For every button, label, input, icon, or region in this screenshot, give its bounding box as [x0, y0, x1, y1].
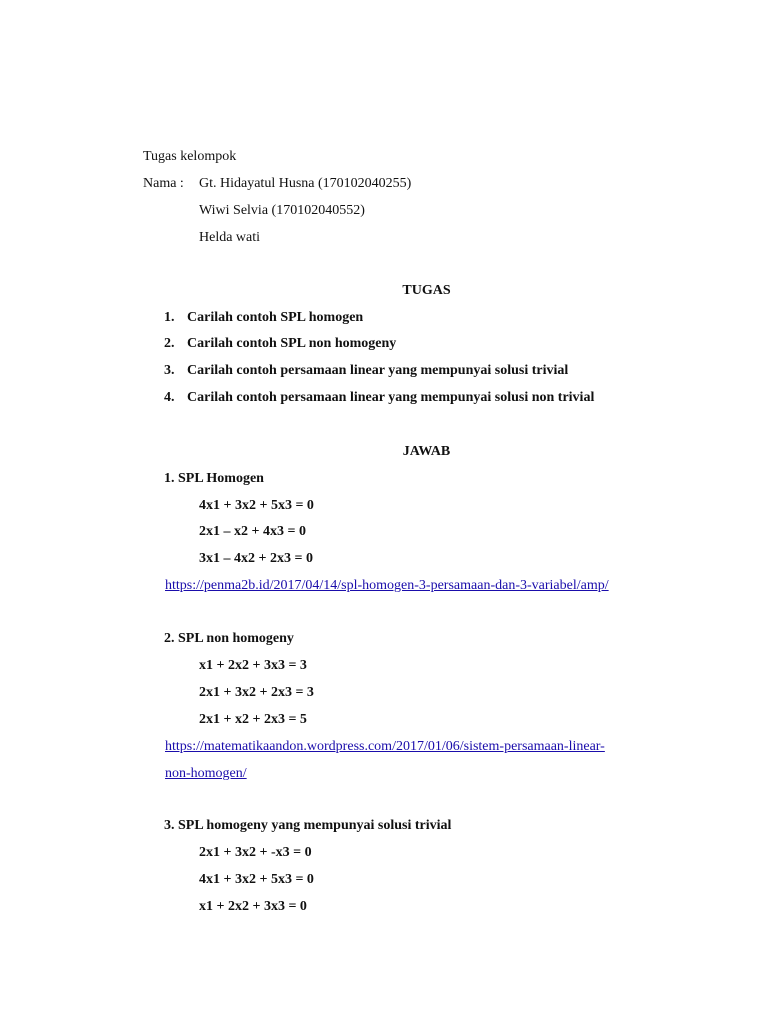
section-title: 2. SPL non homogeny	[164, 631, 294, 646]
equation: 2x1 – x2 + 4x3 = 0	[199, 524, 306, 539]
task-number: 3.	[164, 363, 175, 378]
equation: 2x1 + 3x2 + 2x3 = 3	[199, 685, 314, 700]
equation: 4x1 + 3x2 + 5x3 = 0	[199, 498, 314, 513]
task-text: Carilah contoh SPL homogen	[187, 310, 364, 325]
task-item	[164, 309, 363, 327]
equation: 3x1 – 4x2 + 2x3 = 0	[199, 551, 313, 566]
task-number: 4.	[164, 390, 175, 405]
equation: 2x1 + x2 + 2x3 = 5	[199, 712, 307, 727]
reference-link[interactable]: https://matematikaandon.wordpress.com/2017/01/06/sistem-persamaan-linear-	[165, 739, 605, 754]
reference-link[interactable]: https://penma2b.id/2017/04/14/spl-homogen-3-persamaan-dan-3-variabel/amp/	[165, 578, 609, 593]
section-title: 1. SPL Homogen	[164, 471, 264, 486]
document-title: Tugas kelompok	[143, 149, 237, 164]
member-name: Wiwi Selvia (170102040552)	[199, 203, 365, 218]
task-number: 1.	[164, 310, 175, 325]
equation: x1 + 2x2 + 3x3 = 0	[199, 899, 307, 914]
task-text: Carilah contoh persamaan linear yang mempunyai solusi non trivial	[187, 390, 595, 405]
equation: 2x1 + 3x2 + -x3 = 0	[199, 845, 312, 860]
task-number: 2.	[164, 336, 175, 351]
reference-link[interactable]: non-homogen/	[165, 766, 247, 781]
task-text: Carilah contoh persamaan linear yang mempunyai solusi trivial	[187, 363, 569, 378]
task-item	[164, 362, 568, 380]
name-label: Nama :	[143, 176, 184, 191]
section-title: 3. SPL homogeny yang mempunyai solusi trivial	[164, 818, 452, 833]
task-item	[164, 335, 396, 353]
member-name: Gt. Hidayatul Husna (170102040255)	[199, 176, 412, 191]
equation: x1 + 2x2 + 3x3 = 3	[199, 658, 307, 673]
tasks-heading: TUGAS	[402, 283, 451, 298]
equation: 4x1 + 3x2 + 5x3 = 0	[199, 872, 314, 887]
member-name: Helda wati	[199, 230, 261, 245]
task-text: Carilah contoh SPL non homogeny	[187, 336, 397, 351]
task-item	[164, 389, 594, 407]
answers-heading: JAWAB	[402, 444, 451, 459]
